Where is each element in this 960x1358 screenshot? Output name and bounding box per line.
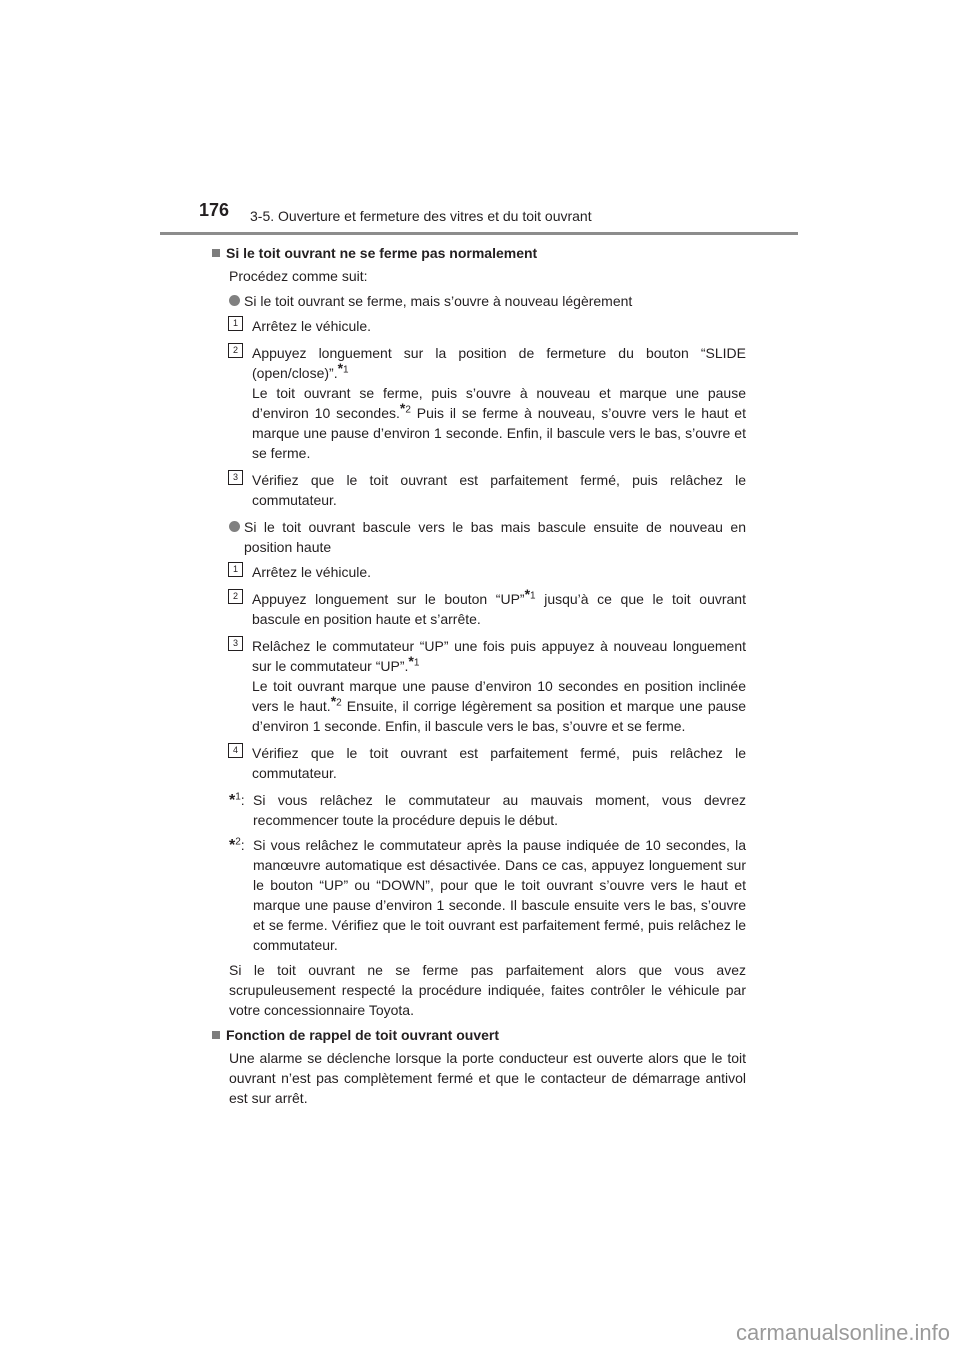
footnote-star: * — [229, 837, 236, 854]
round-bullet-icon — [229, 295, 240, 306]
step-text: Puis il se ferme à nouveau, s’ouvre vers le haut et marque une pause d’environ 1 seconde. Enfin, il bascule vers le bas, s’ouvre et se ferme. — [252, 405, 746, 461]
section-heading — [212, 1025, 746, 1045]
footnote — [229, 835, 746, 955]
step-number-box: 1 — [228, 562, 243, 577]
watermark: carmanualsonline.info — [735, 1320, 950, 1345]
footnote-text: Si vous relâchez le commutateur au mauvais moment, vous devrez recommencer toute la procédure depuis le début. — [253, 792, 746, 828]
step-number-box: 2 — [228, 343, 243, 358]
step-number-box: 1 — [228, 316, 243, 331]
step-text: Le toit ouvrant se ferme, puis s’ouvre à nouveau et marque une pause d’environ 10 secondes. — [252, 385, 746, 421]
footnote-ref: 2 — [405, 404, 411, 416]
step-text: Relâchez le commutateur “UP” une fois puis appuyez à nouveau longuement sur le commutateur “UP”. — [252, 638, 746, 674]
step-text: Arrêtez le véhicule. — [252, 318, 372, 334]
section-heading — [212, 243, 746, 263]
section-title: 3-5. Ouverture et fermeture des vitres et du toit ouvrant — [250, 208, 592, 224]
step-text: Le toit ouvrant marque une pause d’environ 10 secondes en position inclinée vers le haut. — [252, 678, 746, 714]
footnote-text: Si vous relâchez le commutateur après la pause indiquée de 10 secondes, la manœuvre automatique est désactivée. Dans ce cas, appuyez longuement sur le bouton “UP” ou “DOWN”, pour que le toit ouvrant s’ouvre vers le haut et marque une pause d’environ 1 seconde. Il bascule ensuite vers le bas, s’ouvre et se ferme. Vérifiez que le toit ouvrant est parfaitement fermé, puis relâchez le commutateur. — [253, 837, 746, 953]
step-text: jusqu’à ce que le toit ouvrant bascule en position haute et s’arrête. — [252, 591, 746, 627]
reminder-paragraph: Une alarme se déclenche lorsque la porte conducteur est ouverte alors que le toit ouvrant n’est pas complètement fermé et que le contacteur de démarrage antivol est sur arrêt. — [229, 1050, 746, 1106]
closing-paragraph: Si le toit ouvrant ne se ferme pas parfaitement alors que vous avez scrupuleusement respecté la procédure indiquée, faites contrôler le véhicule par votre concessionnaire Toyota. — [229, 962, 746, 1018]
step-text: Appuyez longuement sur le bouton “UP” — [252, 591, 525, 607]
case-bullet — [229, 291, 746, 311]
case-label: Si le toit ouvrant se ferme, mais s’ouvre à nouveau légèrement — [244, 293, 633, 309]
footnote-marker — [229, 790, 253, 830]
step-text: Arrêtez le véhicule. — [252, 564, 372, 580]
case-label: Si le toit ouvrant bascule vers le bas mais bascule ensuite de nouveau en position haute — [244, 519, 746, 555]
step-item — [232, 586, 746, 629]
step-item — [232, 743, 746, 783]
footnote-number: 1 — [235, 791, 241, 803]
heading-text: Si le toit ouvrant ne se ferme pas normalement — [226, 245, 538, 261]
step-number-box: 3 — [228, 470, 243, 485]
heading-text: Fonction de rappel de toit ouvrant ouvert — [226, 1027, 500, 1043]
footnote-star: * — [229, 792, 236, 809]
footnote-ref: 1 — [530, 590, 536, 602]
header-divider — [160, 232, 798, 235]
footnote-number: 2 — [235, 836, 241, 848]
footnote-colon: : — [240, 792, 245, 808]
footnote-ref: 2 — [336, 697, 342, 709]
step-text: Vérifiez que le toit ouvrant est parfaitement fermé, puis relâchez le commutateur. — [252, 745, 746, 781]
step-text: Vérifiez que le toit ouvrant est parfaitement fermé, puis relâchez le commutateur. — [252, 472, 746, 508]
case-bullet — [229, 517, 746, 557]
footnote-star: * — [524, 586, 531, 602]
footnote-star: * — [408, 653, 414, 669]
square-bullet-icon — [212, 249, 220, 257]
step-item — [232, 343, 746, 463]
footnote-marker — [229, 835, 253, 955]
intro-text: Procédez comme suit: — [229, 268, 368, 284]
step-item — [232, 636, 746, 736]
step-number-box: 4 — [228, 743, 243, 758]
footnote-star: * — [337, 360, 344, 376]
step-item — [232, 316, 746, 336]
round-bullet-icon — [229, 521, 240, 532]
step-number-box: 2 — [228, 589, 243, 604]
footnote — [229, 790, 746, 830]
footnote-ref: 1 — [343, 364, 349, 376]
step-text: Ensuite, il corrige légèrement sa position et marque une pause d’environ 1 seconde. Enfin, il bascule vers le bas, s’ouvre et se ferme. — [252, 698, 746, 734]
footnote-ref: 1 — [413, 657, 420, 669]
step-number-box: 3 — [228, 636, 243, 651]
square-bullet-icon — [212, 1031, 220, 1039]
page-content — [212, 243, 746, 1113]
footnote-star: * — [330, 693, 337, 709]
step-item — [232, 470, 746, 510]
step-item — [232, 562, 746, 582]
page-number: 176 — [199, 200, 230, 220]
step-text: Appuyez longuement sur la position de fermeture du bouton “SLIDE (open/close)”. — [252, 345, 746, 381]
footnote-colon: : — [240, 837, 245, 853]
footnote-star: * — [399, 400, 406, 416]
